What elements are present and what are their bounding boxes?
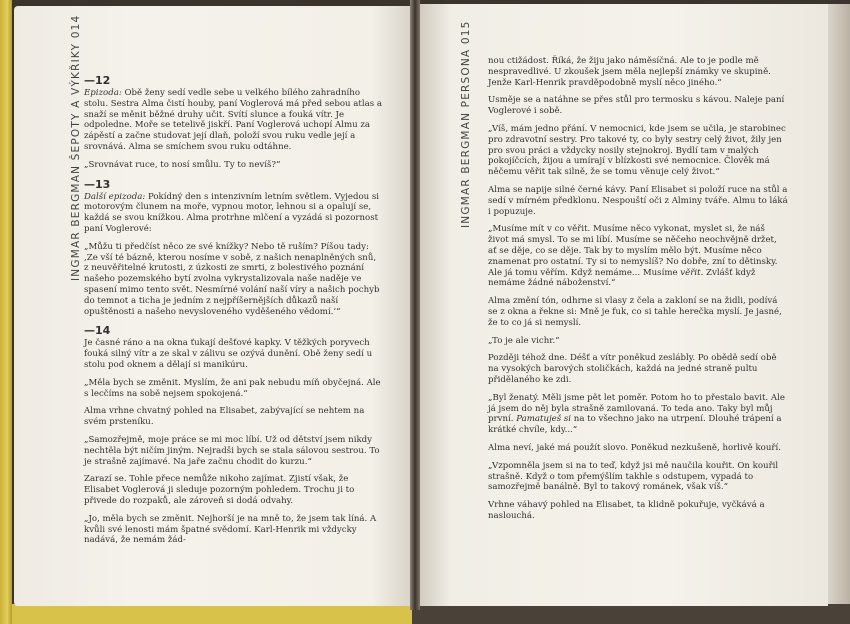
- paragraph: Vrhne váhavý pohled na Elisabet, ta klidně pokuřuje, vyčkává a naslouchá.: [488, 500, 765, 521]
- section-13: [84, 178, 382, 318]
- book-gutter: [410, 0, 420, 610]
- paragraph: „Samozřejmě, moje práce se mi moc líbí. Už od dětství jsem nikdy nechtěla být ničím jiným. Nejradši bych se stala sálovou sestrou. To je strašně zajímavé. Na jaře začnu chodit do kurzu.“: [84, 434, 380, 467]
- paragraph: Zarazí se. Tohle přece nemůže nikoho zajímat. Zjistí však, že Elisabet Voglerová ji sleduje pozorným pohledem. Trochu ji to přivede do rozpaků, ale zároveň si dodá odvahy.: [84, 474, 355, 506]
- paragraph: Alma se napije silné černé kávy. Paní Elisabet si položí ruce na stůl a sedí v mírném předklonu. Nespouští oči z Alminy tváře. Almu to láká i popuzuje.: [488, 184, 788, 217]
- paragraph: „Jo, měla bych se změnit. Nejhorší je na mně to, že jsem tak líná. A kvůli své lenosti mám špatné svědomí. Karl-Henrik mi vždycky nadává, že nemám žád-: [84, 513, 377, 546]
- section-heading: —14: [84, 324, 111, 338]
- emphasis: Pamatuješ si: [516, 414, 572, 425]
- paragraph-text: „Byl ženatý. Měli jsme pět let poměr. Potom ho to přestalo bavit. Ale já jsem do něj byla strašně zamilovaná. To teda ano. Taky byl můj první.: [488, 392, 785, 425]
- left-running-head: INGMAR BERGMAN ŠEPOTY A VÝKŘIKY 014: [70, 14, 82, 281]
- paragraph: „Měla bych se změnit. Myslím, že ani pak nebudu míň obyčejná. Ale s lecčíms na sobě nejsem spokojená.“: [84, 377, 381, 399]
- right-running-head: INGMAR BERGMAN PERSONA 015: [460, 20, 472, 228]
- paragraph: Alma změní tón, odhrne si vlasy z čela a zakloní se na židli, podívá se z okna a řekne si: Mně je fuk, co si tahle herečka myslí. Je jasné, že to co já si nemyslí.: [488, 296, 782, 328]
- emphasis: věřit: [680, 267, 701, 278]
- paragraph: „Vzpomněla jsem si na to teď, když jsi mě naučila kouřit. On kouřil strašně. Když o tom přemýšlím takhle s odstupem, vypadá to samozřejmě banálně. Byl to takový románek, však víš.“: [488, 460, 779, 493]
- paragraph: Alma neví, jaké má použít slovo. Poněkud nezkušeně, horlivě kouří.: [488, 442, 781, 453]
- left-page-text: [84, 72, 382, 553]
- paragraph: [84, 192, 382, 235]
- paragraph: „Můžu ti předčíst něco ze své knížky? Nebo tě ruším? Píšou tady: ‚Ze vší té bázně, kterou nosíme v sobě, z našich nenaplněných snů, z neuvěřitelné krutosti, z úzkosti ze smrti, z bolestivého poznání našeho pozemského bytí zvolna vykrystalizovala naše naděje ve spasení mimo tento svět. Nesmírné volání naší víry a našich pochyb do temnot a ticha je jedním z nejpříšernějších důkazů naší opuštěnosti a našeho nevysloveného vyděšeného vědomí.‘“: [84, 241, 380, 317]
- section-12: [84, 74, 382, 171]
- paragraph-text: Obě ženy sedí vedle sebe u velkého bílého zahradního stolu. Sestra Alma čistí houby, paní Voglerová má před sebou atlas a snaží se měnit běžné druhy učit. Svítí slunce a fouká vítr. Je odpoledne. Moře se tetelivě jiskří. Paní Voglerová uchopí Almu za zápěstí a začne studovat její dlaň, položí svou ruku vedle její a srovnává. Alma se smíchem svou ruku odtáhne.: [84, 88, 383, 152]
- paragraph: Později téhož dne. Déšť a vítr poněkud zeslábly. Po obědě sedí obě na vysokých barových stoličkách, každá na jedné straně pultu přidělaného ke zdi.: [488, 353, 777, 385]
- paragraph: Usměje se a natáhne se přes stůl pro termosku s kávou. Naleje paní Voglerové i sobě.: [488, 95, 785, 117]
- paragraph: [488, 224, 788, 289]
- paragraph-lead: Další epizoda:: [84, 191, 146, 202]
- yellow-cover-bottom: [12, 604, 412, 624]
- paragraph: Alma vrhne chvatný pohled na Elisabet, zabývající se nehtem na svém prsteníku.: [84, 406, 365, 428]
- section-heading: —13: [84, 177, 111, 191]
- right-page-text: [488, 56, 788, 529]
- page-edges: [828, 4, 850, 604]
- paragraph: nou ctižádost. Říká, že žiju jako náměsíčná. Ale to je podle mě nespravedlivé. U zkoušek jsem měla nejlepší známky ve skupině. Jenže Karl-Henrik pravděpodobně myslí něco jiného.“: [488, 56, 771, 88]
- paragraph: „Srovnávat ruce, to nosí smůlu. Ty to nevíš?“: [84, 159, 281, 170]
- paragraph: Je časné ráno a na okna ťukají dešťové kapky. V těžkých poryvech fouká silný vítr a ze skal v zálivu se ozývá dunění. Obě ženy sedí u stolu pod oknem a dělají si manikúru.: [84, 338, 373, 370]
- section-14: [84, 324, 382, 546]
- paragraph-text: Pokídný den s intenzivním letním světlem. Vyjedou si motorovým člunem na moře, vypnou motor, lehnou si a opalují se, každá se svou knížkou. Alma protrhne mlčení a vyzádá si pozornost paní Voglerové:: [84, 191, 380, 234]
- paragraph: „To je ale vichr.“: [488, 335, 560, 346]
- yellow-cover-edge: [0, 0, 12, 624]
- paragraph-text: „Musíme mít v co věřit. Musíme něco vykonat, myslet si, že náš život má smysl. To se mi líbí. Musíme se něčeho neochvějně držet, ať se děje, co se děje. Tak by to myslím mělo být. Musíme něco znamenat pro ostatní. Ty si to nemyslíš? No dobře, zní to dětinsky. Ale já tomu věřím. Když nemáme... Musíme: [488, 224, 778, 278]
- paragraph: „Víš, mám jedno přání. V nemocnici, kde jsem se učila, je starobinec pro zdravotní sestry. Pro takové ty, co byly sestry celý život, žily jen pro svou práci a vždycky nosily stejnokroj. Bydlí tam v malých pokojíčcích, žijou a umírají v blízkosti své nemocnice. Člověk má něčemu věřit tak silně, že se tomu věnuje celý život.“: [488, 123, 786, 178]
- paragraph-lead: Epizoda:: [84, 88, 122, 98]
- paragraph-text: na to všechno jako na utrpení. Dlouhé trápení a krátké chvíle, kdy...“: [488, 414, 782, 436]
- paragraph: [84, 88, 382, 153]
- paragraph: [488, 393, 788, 436]
- paragraph-text: . Zvlášť když nemáme žádné náboženství.“: [488, 267, 756, 289]
- section-heading: —12: [84, 74, 111, 87]
